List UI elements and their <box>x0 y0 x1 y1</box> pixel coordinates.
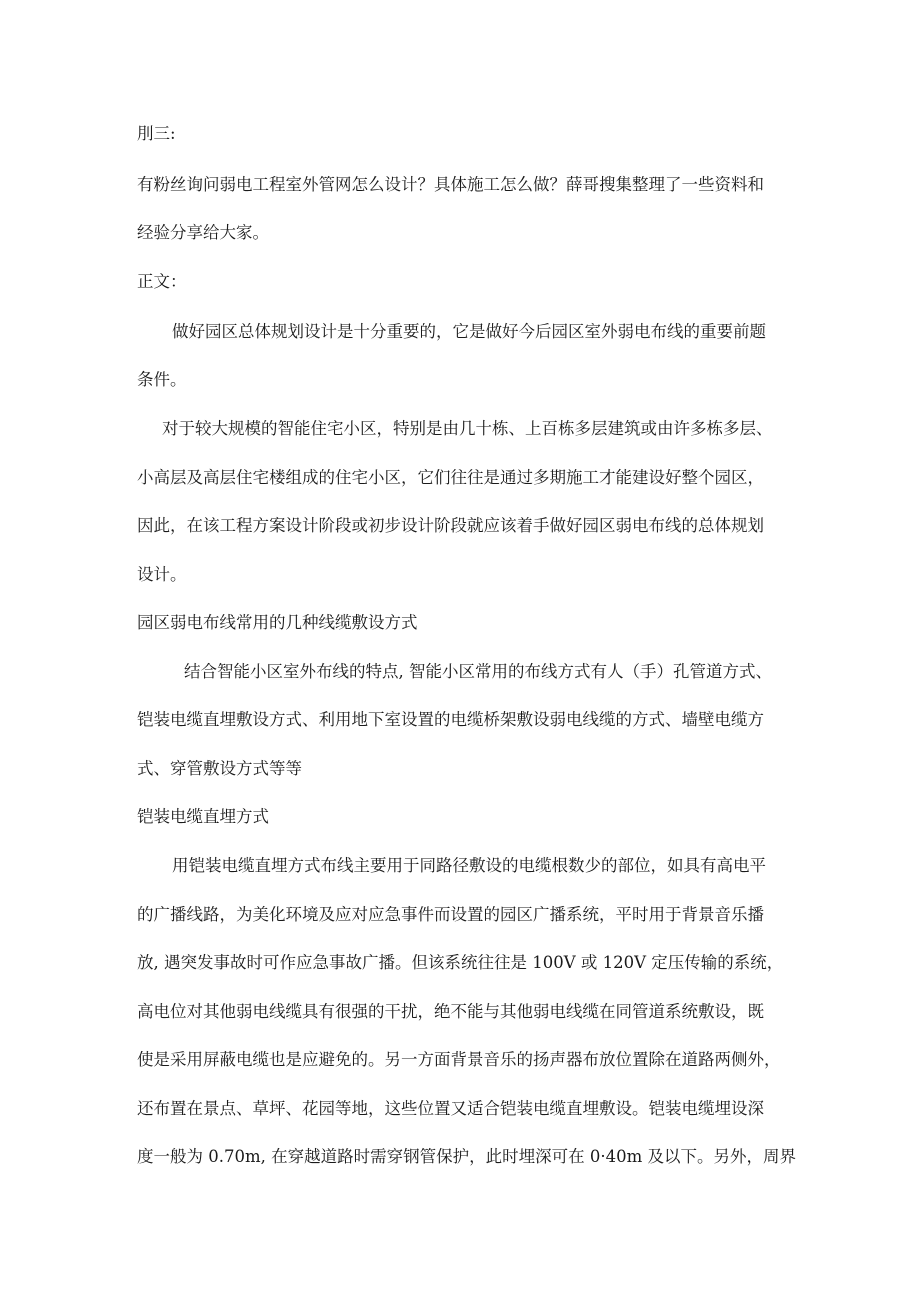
paragraph-line: 式、穿管敷设方式等等 <box>137 759 302 778</box>
section-heading: 园区弱电布线常用的几种线缆敷设方式 <box>137 613 418 632</box>
paragraph-line: 设计。 <box>137 565 187 584</box>
paragraph-line: 使是采用屏蔽电缆也是应避免的。另一方面背景音乐的扬声器布放位置除在道路两侧外， <box>137 1050 781 1069</box>
paragraph-line: 做好园区总体规划设计是十分重要的，它是做好今后园区室外弱电布线的重要前题 <box>172 322 766 341</box>
paragraph-line: 的广播线路，为美化环境及应对应急事件而设置的园区广播系统，平时用于背景音乐播 <box>137 905 764 924</box>
paragraph-line: 放, 遇突发事故时可作应急事故广播。但该系统往往是 100V 或 120V 定压传输的系统， <box>137 953 784 972</box>
paragraph-line: 对于较大规模的智能住宅小区，特别是由几十栋、上百栋多层建筑或由许多栋多层、 <box>162 419 773 438</box>
paragraph-line: 因此，在该工程方案设计阶段或初步设计阶段就应该着手做好园区弱电布线的总体规划 <box>137 516 764 535</box>
preface-text-line: 有粉丝询问弱电工程室外管网怎么设计？具体施工怎么做？薛哥搜集整理了一些资料和 <box>137 175 764 194</box>
section-heading: 铠装电缆直埋方式 <box>137 807 269 826</box>
preface-heading: 刖三: <box>137 124 176 143</box>
paragraph-line: 条件。 <box>137 370 187 389</box>
paragraph-line: 还布置在景点、草坪、花园等地，这些位置又适合铠装电缆直埋敷设。铠装电缆埋设深 <box>137 1099 764 1118</box>
body-heading: 正文： <box>137 272 187 291</box>
paragraph-line: 小高层及高层住宅楼组成的住宅小区，它们往往是通过多期施工才能建设好整个园区， <box>137 468 764 487</box>
paragraph-line: 铠装电缆直埋敷设方式、利用地下室设置的电缆桥架敷设弱电线缆的方式、墙壁电缆方 <box>137 710 764 729</box>
paragraph-line: 结合智能小区室外布线的特点, 智能小区常用的布线方式有人（手）孔管道方式、 <box>184 662 772 681</box>
paragraph-line: 用铠装电缆直埋方式布线主要用于同路径敷设的电缆根数少的部位，如具有高电平 <box>172 856 766 875</box>
paragraph-line: 度一般为 0.70m, 在穿越道路时需穿钢管保护，此时埋深可在 0·40m 及以下。另外，周界 <box>137 1147 796 1166</box>
paragraph-line: 高电位对其他弱电线缆具有很强的干扰，绝不能与其他弱电线缆在同管道系统敷设，既 <box>137 1002 764 1021</box>
preface-text-line: 经验分享给大家。 <box>137 223 269 242</box>
